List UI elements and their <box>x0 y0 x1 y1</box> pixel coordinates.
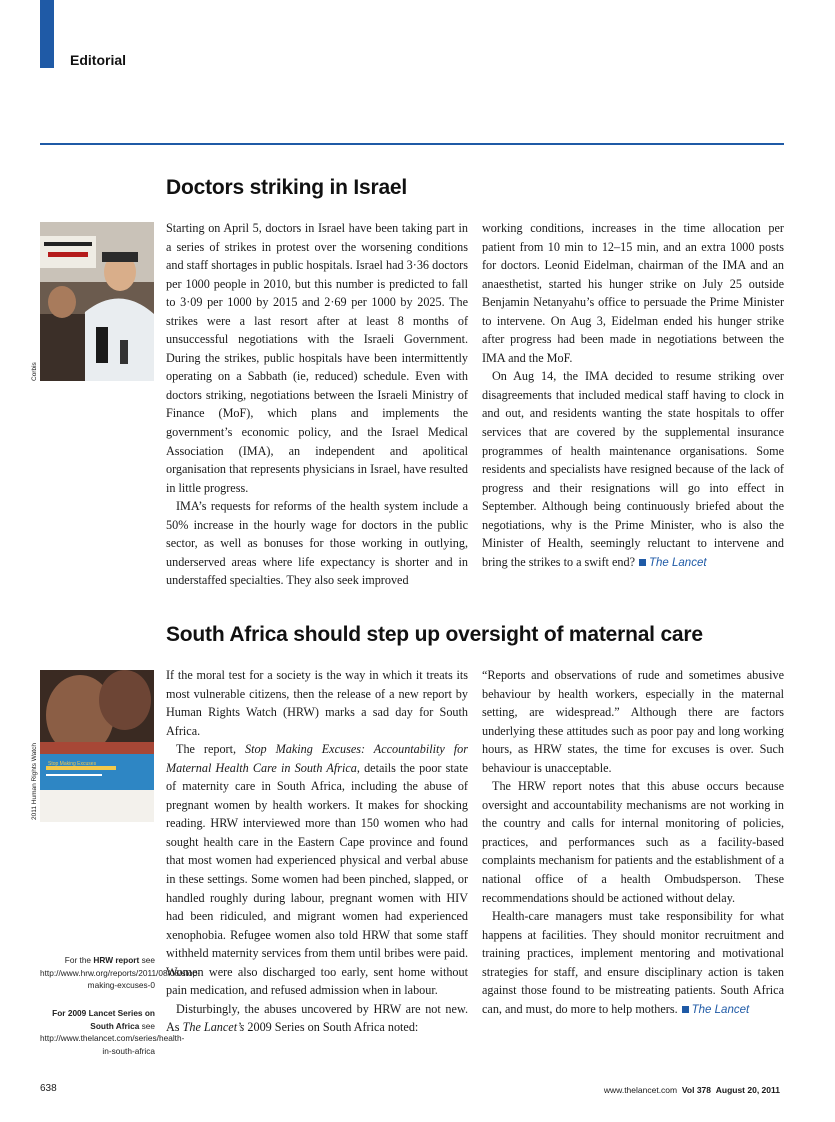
page-number: 638 <box>40 1083 57 1094</box>
paragraph-text: Health-care managers must take responsibility for what happens at facilities. They should monitor recruitment and training practices, implement mentoring and motivational strategies for staff, and ensure disciplinary action is taken against those found to be mistreating patients. South Africa can, and must, do more to help mothers. <box>482 909 784 1016</box>
signature: The Lancet <box>649 556 707 569</box>
section-accent-bar <box>40 0 54 68</box>
end-mark-icon <box>682 1006 689 1013</box>
sidenote-text: For the <box>64 955 94 965</box>
paragraph: Starting on April 5, doctors in Israel have been taking part in a series of strikes in protest over the worsening conditions and staff shortages in public hospitals. Israel had 3·36 doctors per 1000 people in 2010, but this number is predicted to fall to 3·09 per 1000 by 2015 and 2·69 per 1000 by 2025. The strikes were a last resort after at least 8 months of unsuccessful negotiations with the Israeli Government. During the strikes, public hospitals have been intermittently operating on a Sabbath (ie, reduced) schedule. Even with doctors striking, negotiations between the Israeli Ministry of Finance (MoF), which plans and implements the government’s economic policy, and the Israel Medical Association (IMA), an independent and apolitical organisation that represents physicians in Israel, have resulted in little progress. <box>166 221 468 495</box>
photo-credit-hrw: 2011 Human Rights Watch <box>31 743 38 820</box>
section-label: Editorial <box>70 52 127 68</box>
paragraph-text: On Aug 14, the IMA decided to resume striking over disagreements that included medical staff having to clock in and out, and residents wanting the state hospitals to offer services that are covered by the supplemental insurance programmes of health maintenance organisations. Some residents and specialists have resigned because of the lack of progress and their resignations will go into effect in September. Although being continuously briefed about the negotiations, why is the Prime Minister, who is also the Minister of Health, seemingly reluctant to intervene and bring the strikes to a swift end? <box>482 369 784 569</box>
sidenote-lancet-series <box>40 1007 185 1057</box>
journal-footer <box>604 1085 780 1095</box>
paragraph: working conditions, increases in the time allocation per patient from 10 min to 12–15 min, and an extra 1000 posts for doctors. Leonid Eidelman, chairman of the IMA and an anaesthetist, started his hunger strike on July 25 outside Benjamin Netanyahu’s office to persuade the Prime Minister to intervene. On Aug 3, Eidelman ended his hunger strike after progress had been made in negotiations between the IMA and the MoF. <box>482 221 784 365</box>
photo-hrw-report <box>40 670 154 822</box>
paragraph: “Reports and observations of rude and sometimes abusive behaviour by health workers, especially in the maternal setting, are widespread.” Although there are factors underlying these attitudes such as poor pay and long working hours, as HRW states, the time for excuses is over. Such behaviour is unacceptable. <box>482 668 784 775</box>
article-sa-column-1 <box>166 666 468 1037</box>
photo-israel-strike <box>40 222 154 381</box>
end-mark-icon <box>639 559 646 566</box>
paragraph-text: The report, <box>176 742 245 757</box>
paragraph: IMA’s requests for reforms of the health system include a 50% increase in the hourly wage for doctors in the public sector, as well as bonuses for those working in outlying, underserved areas where life expectancy is shorter and in understaffed specialties. They also seek improved <box>166 499 468 588</box>
article-sa-column-2 <box>482 666 784 1019</box>
paragraph-text: , details the poor state of maternity care in South Africa, including the abuse of pregnant women by health workers. It makes for shocking reading. HRW interviewed more than 150 women who had sought health care in the Eastern Cape province and found that most women had experienced physical and verbal abuse in these settings. Some women had been pinched, slapped, or handled roughly during labour, pregnant women with HIV had been ridiculed, and migrant women had experienced xenophobia. Refugee women also told HRW that some staff withheld maternity services from them until bribes were paid. Women were also discharged too early, sent home without pain medication, and refused admission when in labour. <box>166 760 468 998</box>
paragraph-text: Disturbingly, the abuses uncovered by HRW are not new. As <box>166 1001 468 1035</box>
paragraph <box>166 1000 468 1037</box>
photo-credit-israel: Corbis <box>31 362 38 381</box>
journal-name-italic: The Lancet’s <box>182 1020 245 1035</box>
sidenote-link[interactable]: see http://www.hrw.org/reports/2011/08/08/stop-making-excuses-0 <box>40 955 200 991</box>
journal-date: August 20, 2011 <box>715 1085 780 1095</box>
header-rule <box>40 143 784 145</box>
sidenote-hrw-report <box>40 954 200 992</box>
sidenote-link[interactable]: see http://www.thelancet.com/series/health-in-south-africa <box>40 1020 185 1056</box>
article-title-israel: Doctors striking in Israel <box>166 176 408 199</box>
sidenote-bold: HRW report <box>93 955 140 965</box>
paragraph-last <box>482 907 784 1019</box>
journal-url[interactable]: www.thelancet.com <box>603 1085 678 1095</box>
article-israel-column-1 <box>166 219 468 590</box>
paragraph-text: 2009 Series on South Africa noted: <box>244 1020 419 1035</box>
paragraph-last <box>482 367 784 572</box>
paragraph <box>166 740 468 1000</box>
journal-volume: Vol 378 <box>681 1085 711 1095</box>
paragraph: If the moral test for a society is the way in which it treats its most vulnerable citizens, then the release of a new report by Human Rights Watch (HRW) marks a sad day for South Africa. <box>166 668 468 738</box>
report-cover-caption: Stop Making Excuses <box>48 761 97 767</box>
article-israel-column-2 <box>482 219 784 572</box>
report-title-italic: Stop Making Excuses: Accountability for Maternal Health Care in South Africa <box>166 742 468 775</box>
signature: The Lancet <box>691 1003 750 1016</box>
article-title-south-africa: South Africa should step up oversight of maternal care <box>166 623 703 646</box>
sidenote-bold: For 2009 Lancet Series on South Africa <box>52 1008 155 1031</box>
paragraph: The HRW report notes that this abuse occurs because oversight and accountability mechanisms are not working in the country and calls for internal monitoring of policies, practices, and performances such as a facility-based complaints mechanism for patients and the establishment of a national office of a health Ombudsperson. These recommendations should be actioned without delay. <box>482 779 784 905</box>
